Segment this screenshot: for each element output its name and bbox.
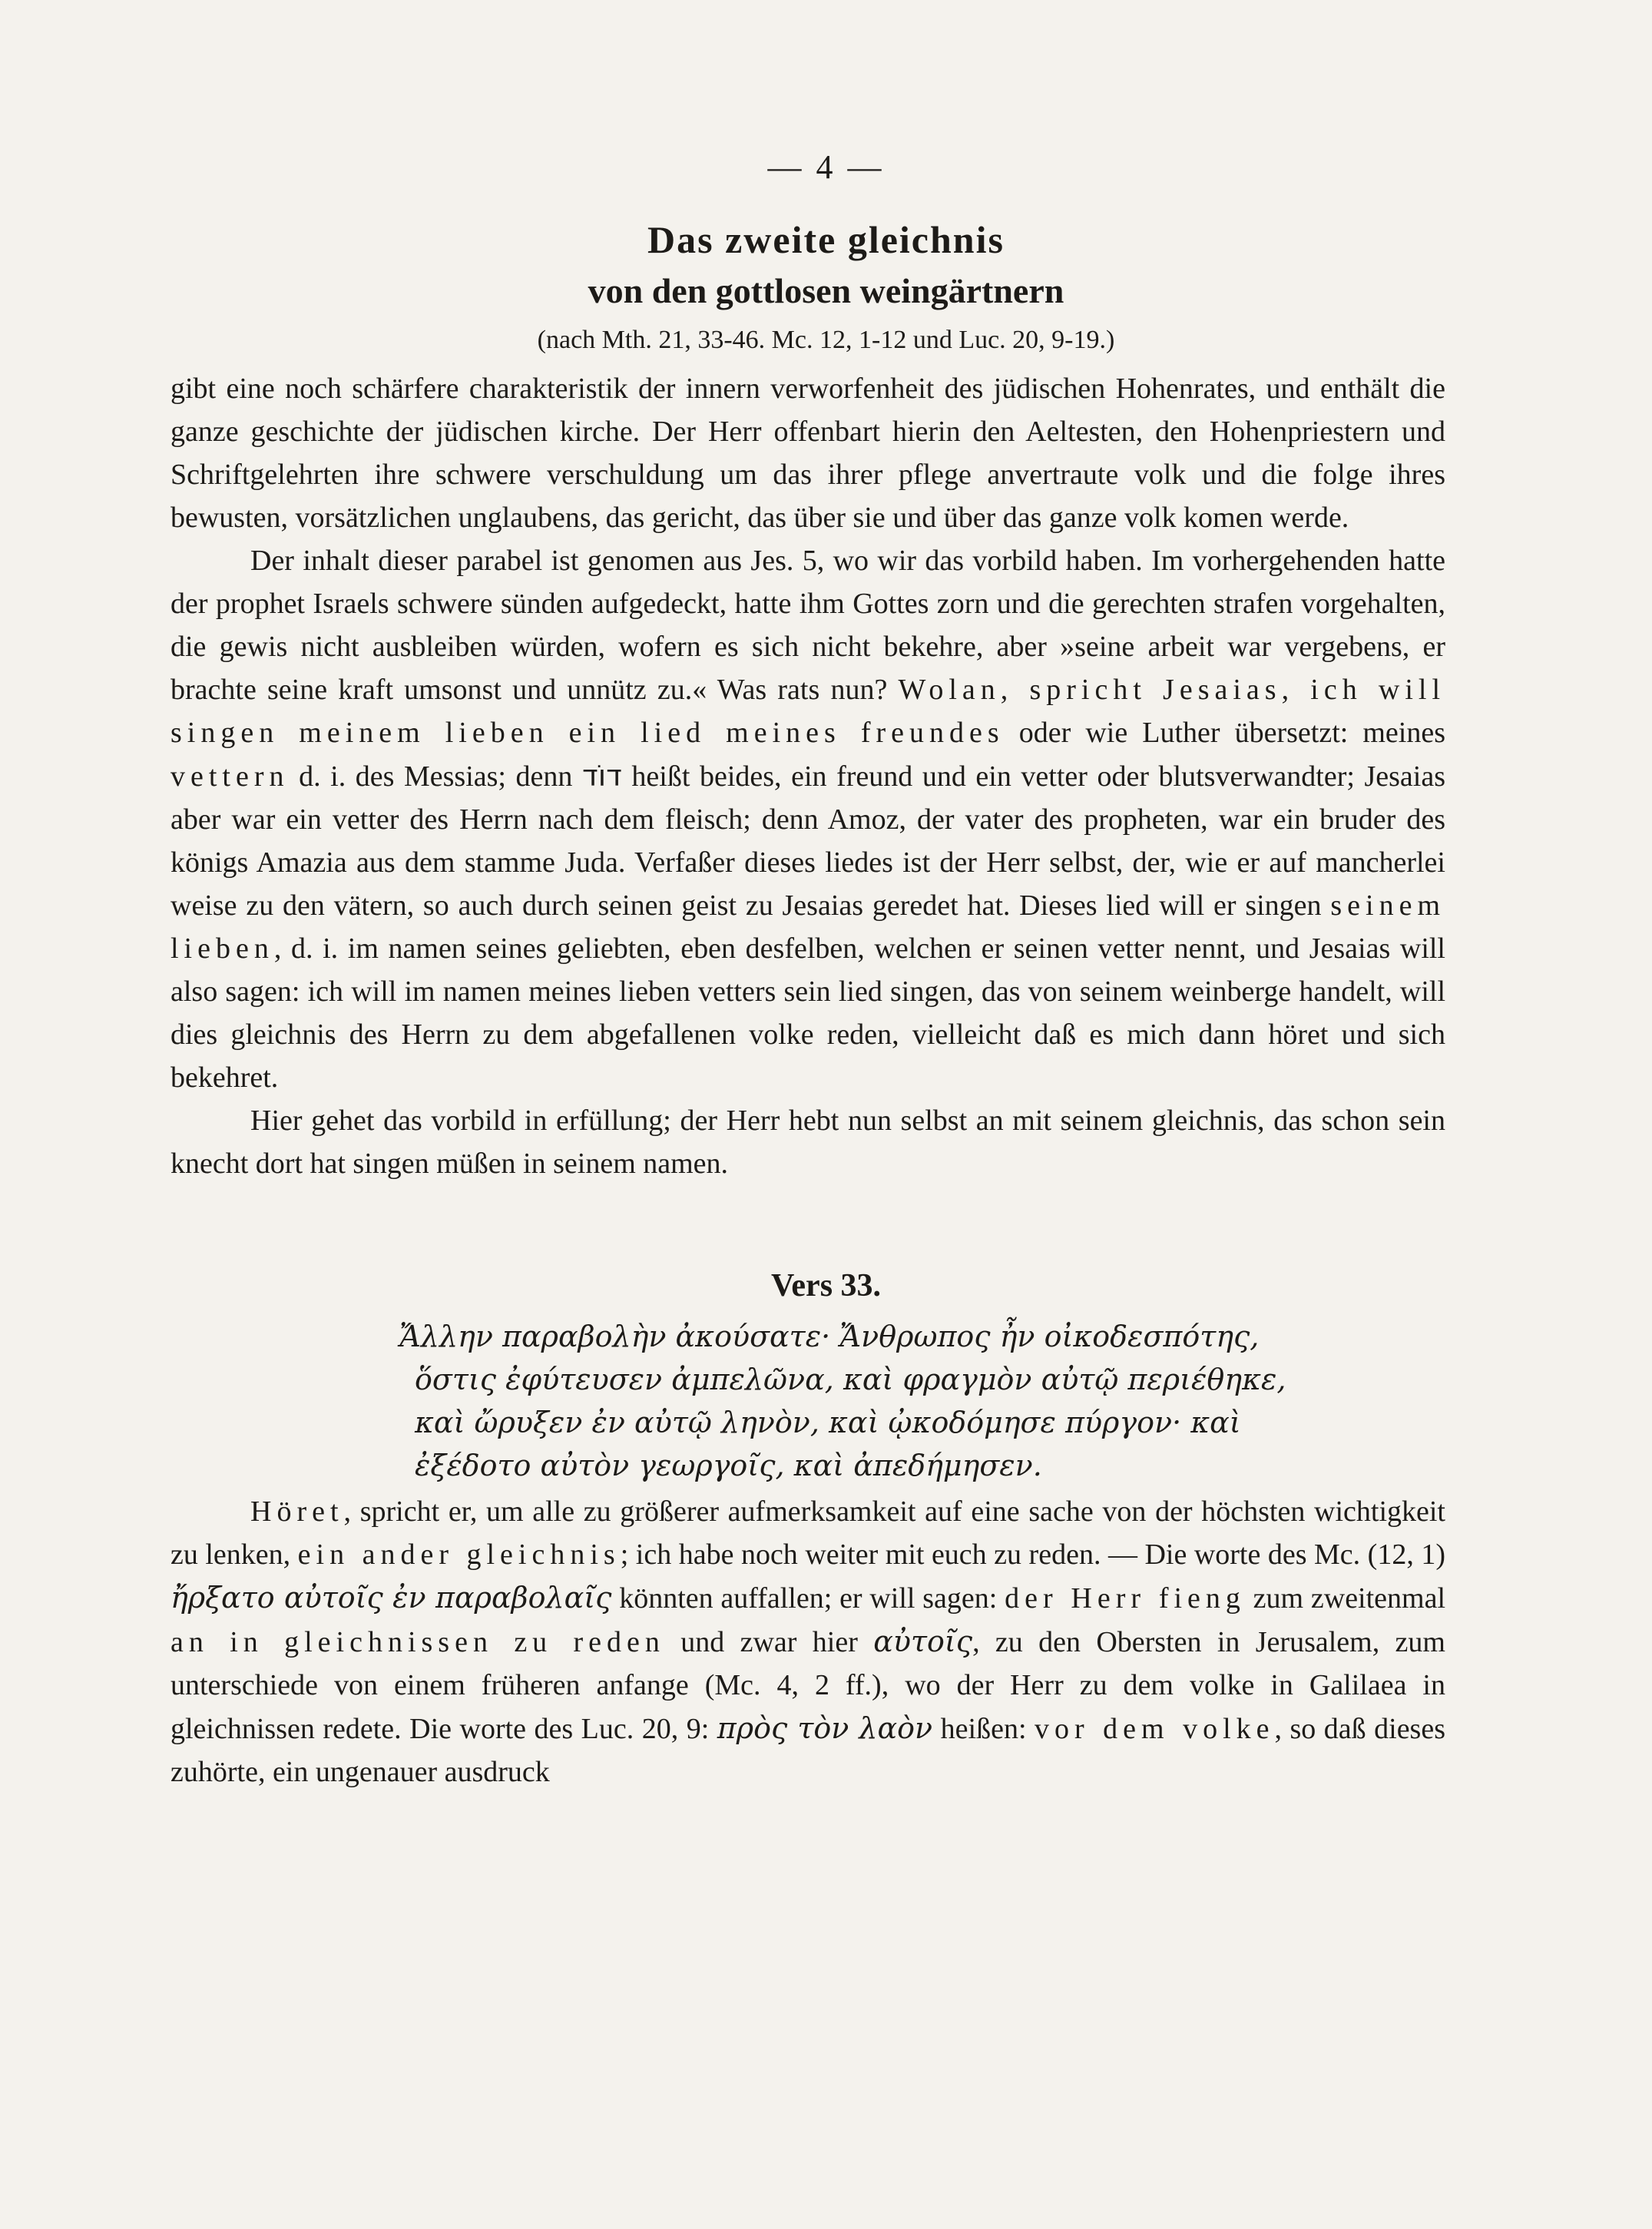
spaced-der-herr-fieng: der Herr fieng [1005, 1582, 1246, 1615]
page-number: — 4 — [767, 148, 885, 186]
spaced-vor-dem-volke: vor dem volke [1035, 1713, 1275, 1745]
section-title: Das zweite gleichnis [647, 218, 1005, 261]
greek-word: αὐτοῖς [873, 1625, 973, 1658]
greek-line: ὅστις ἐφύτευσεν ἀμπελῶνα, καὶ φραγμὸν αὐτῷ περιέθηκε, [415, 1363, 1286, 1396]
paragraph-1: gibt eine noch schärfere charakteristik der innern verworfenheit des jüdischen Hohenrates, und enthält die ganze geschichte der jüdischen kirche. Der Herr offenbart hierin den Aeltesten, den Hohenpriestern und Schriftgelehrten ihre schwere verschuldung um das ihrer pflege anvertraute volk und die folge ihres bewusten, vorsätzlichen unglaubens, das gericht, das über sie und über das ganze volk komen werde. [170, 373, 1445, 534]
paragraph-2 [170, 539, 1445, 1099]
section-subtitle: von den gottlosen weingärtnern [588, 271, 1064, 310]
greek-phrase: πρὸς τὸν λαὸν [717, 1711, 933, 1745]
p2-text-d: heißt beides, ein freund und ein vetter oder blutsverwandter; Jesaias aber war ein vetter des Herrn nach dem fleisch; denn Amoz, der vater des propheten, war ein bruder des königs Amazia aus dem stamme Juda. Verfaßer dieses liedes ist der Herr selbst, der, wie er auf mancherlei weise zu den vätern, so auch durch seinen geist zu Jesaias geredet hat. Dieses lied will er singen [170, 760, 1446, 922]
scripture-reference: (nach Mth. 21, 33-46. Mc. 12, 1-12 und Luc. 20, 9-19.) [537, 326, 1115, 354]
p2-spaced-vettern: vettern [170, 760, 290, 793]
commentary-text-e: und zwar hier [664, 1626, 874, 1658]
p2-text-c: d. i. des Messias; denn [289, 760, 582, 793]
commentary-paragraph [170, 1490, 1445, 1793]
p2-text-e: , d. i. im namen seines geliebten, eben desfelben, welchen er seinen vetter nennt, und Jesaias will also sagen: ich will im namen meines lieben vetters sein lied singen, das von seinem weinberge handelt, will dies gleichnis des Herrn zu dem abgefallenen volke reden, vielleicht daß es mich dann höret und sich bekehret. [170, 932, 1445, 1094]
greek-phrase: ἤρξατο αὐτοῖς ἐν παραβολαῖς [170, 1581, 612, 1615]
hebrew-word: דוֹד [582, 759, 622, 793]
verse-heading: Vers 33. [770, 1268, 882, 1303]
p2-spaced-quote: Wolan, spricht Jesaias, ich will singen meinem lieben ein lied meines freundes [170, 674, 1445, 749]
paragraph-3: Hier gehet das vorbild in erfüllung; der Herr hebt nun selbst an mit seinem gleichnis, das schon sein knecht dort hat singen müßen in seinem namen. [170, 1105, 1445, 1180]
greek-line: ἐξέδοτο αὐτὸν γεωργοῖς, καὶ ἀπεδήμησεν. [415, 1449, 1042, 1482]
intro-text [170, 367, 1445, 1185]
spaced-an-in-gleichnissen: an in gleichnissen zu reden [170, 1626, 665, 1658]
commentary-text-c: könnten auffallen; er will sagen: [611, 1582, 1005, 1615]
commentary-text-a: , spricht er, um alle zu größerer aufmerksamkeit auf eine sache von der höchsten wichtigkeit zu lenken, [170, 1495, 1445, 1571]
greek-verse [399, 1315, 1398, 1487]
spaced-hoeret: Höret [250, 1495, 344, 1528]
commentary-text-f: , zu den Obersten in Jerusalem, zum unterschiede von einem früheren anfange (Mc. 4, 2 ff.), wo der Herr zu dem volke in Galilaea in gleichnissen redete. Die worte des Luc. 20, 9: [170, 1626, 1445, 1745]
commentary-text-b: ; ich habe noch weiter mit euch zu reden. — Die worte des Mc. (12, 1) [620, 1538, 1446, 1571]
commentary-text-g: heißen: [932, 1713, 1035, 1745]
greek-line: Ἄλλην παραβολὴν ἀκούσατε· Ἄνθρωπος ἦν οἰκοδεσπότης, [399, 1320, 1260, 1353]
p2-text-b: oder wie Luther übersetzt: meines [1004, 717, 1445, 749]
commentary-text-h: , so daß dieses zuhörte, ein ungenauer ausdruck [170, 1713, 1446, 1788]
p2-spaced-seinem-lieben: seinem lieben [170, 889, 1445, 965]
p2-text-a: Der inhalt dieser parabel ist genomen aus Jes. 5, wo wir das vorbild haben. Im vorhergehenden hatte der prophet Israels schwere sünden aufgedeckt, hatte ihm Gottes zorn und die gerechten strafen vorgehalten, die gewis nicht ausbleiben würden, wofern es sich nicht bekehre, aber »seine arbeit war vergebens, er brachte seine kraft umsonst und unnütz zu.« Was rats nun? [170, 545, 1445, 706]
spaced-ein-ander-gleichnis: ein ander gleichnis [297, 1538, 621, 1571]
commentary-text [170, 1490, 1445, 1793]
greek-line: καὶ ὤρυξεν ἐν αὐτῷ ληνὸν, καὶ ᾠκοδόμησε πύργον· καὶ [415, 1406, 1241, 1439]
commentary-text-d: zum zweitenmal [1245, 1582, 1446, 1615]
